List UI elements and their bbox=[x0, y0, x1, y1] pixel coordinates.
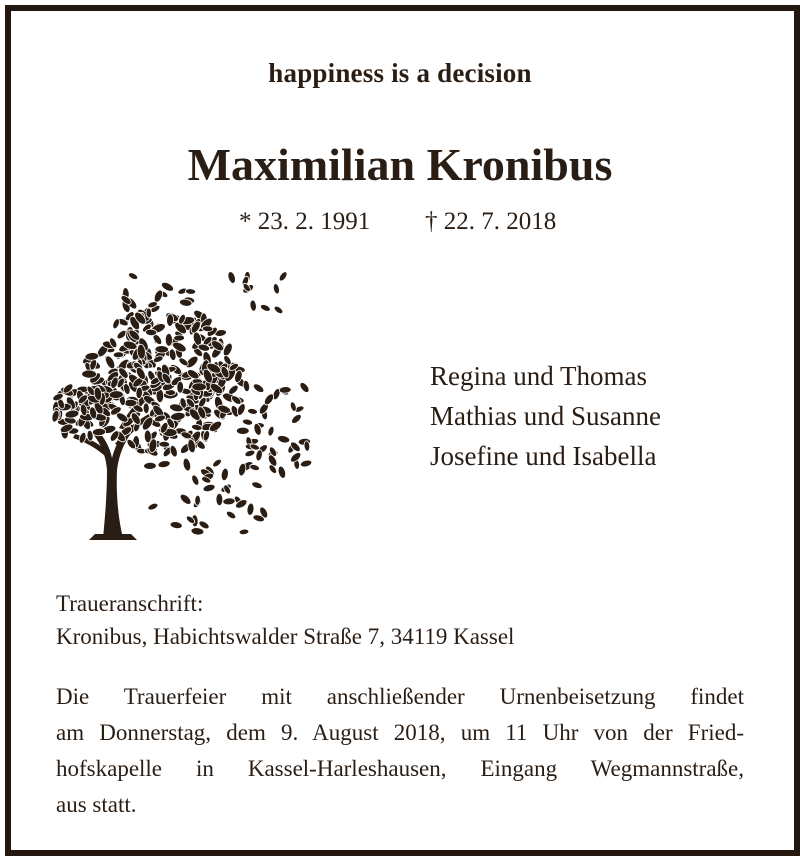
leaf bbox=[157, 460, 170, 469]
leaf bbox=[246, 503, 254, 516]
leaf bbox=[113, 352, 124, 358]
leaf bbox=[165, 333, 172, 346]
leaf bbox=[82, 370, 97, 378]
mourners-list bbox=[430, 356, 661, 476]
leaf bbox=[242, 380, 250, 392]
leaf bbox=[127, 271, 138, 281]
leaf bbox=[273, 305, 284, 315]
leaf bbox=[111, 318, 120, 330]
leaf bbox=[252, 382, 266, 394]
deceased-name: Maximilian Kronibus bbox=[187, 139, 613, 190]
leaf bbox=[202, 326, 213, 332]
leaf bbox=[239, 529, 249, 536]
leaf bbox=[255, 449, 263, 461]
leaf bbox=[223, 497, 236, 505]
birth-date: * 23. 2. 1991 bbox=[239, 208, 371, 235]
leaf bbox=[289, 401, 297, 412]
leaf bbox=[249, 463, 260, 471]
leaf bbox=[211, 458, 222, 469]
leaf bbox=[169, 444, 179, 457]
leaf bbox=[247, 408, 258, 415]
leaf bbox=[242, 418, 253, 426]
address-label: Traueranschrift: bbox=[56, 591, 204, 616]
mourner-line: Josefine und Isabella bbox=[430, 441, 657, 471]
leaf bbox=[249, 300, 257, 312]
leaf bbox=[143, 403, 149, 414]
leaf bbox=[251, 481, 263, 490]
leaf bbox=[192, 383, 207, 391]
leaf bbox=[226, 271, 236, 285]
leaf bbox=[155, 345, 169, 353]
leaf bbox=[85, 352, 99, 361]
notice-line: am Donnerstag, dem 9. August 2018, um 11 Uhr von der Fried- bbox=[56, 720, 744, 745]
leaf bbox=[237, 463, 247, 477]
leaf bbox=[216, 493, 223, 506]
leaf bbox=[170, 411, 186, 421]
leaf bbox=[145, 329, 157, 336]
notice-line: hofskapelle in Kassel-Harleshausen, Eingang Wegmannstraße, bbox=[56, 756, 744, 781]
funeral-notice bbox=[56, 679, 744, 823]
leaf bbox=[143, 462, 156, 469]
leaf bbox=[147, 502, 159, 512]
leaf bbox=[177, 381, 184, 393]
leaf bbox=[259, 303, 271, 313]
leaf bbox=[152, 355, 164, 364]
tree-illustration bbox=[45, 268, 320, 543]
death-date: † 22. 7. 2018 bbox=[425, 208, 557, 235]
leaf bbox=[236, 427, 249, 434]
leaf bbox=[267, 426, 275, 437]
leaf bbox=[298, 381, 311, 394]
leaf bbox=[277, 434, 291, 444]
leaf bbox=[279, 386, 291, 393]
leaf bbox=[92, 428, 106, 436]
leaf bbox=[191, 527, 205, 536]
leaf bbox=[290, 413, 303, 426]
leaf bbox=[109, 390, 124, 399]
notice-line: aus statt. bbox=[56, 792, 137, 817]
mourner-line: Mathias und Susanne bbox=[430, 401, 661, 431]
motto: happiness is a decision bbox=[268, 58, 532, 88]
leaf bbox=[182, 457, 192, 471]
leaf bbox=[244, 449, 256, 458]
tree-leaves bbox=[51, 270, 313, 535]
leaf bbox=[124, 399, 137, 406]
notice-line: Die Trauerfeier mit anschließender Urnenbeisetzung findet bbox=[56, 684, 744, 709]
leaf bbox=[225, 510, 237, 521]
leaf bbox=[146, 308, 152, 318]
mourning-address: Kronibus, Habichtswalder Straße 7, 34119 Kassel bbox=[56, 624, 515, 649]
leaf bbox=[278, 270, 289, 282]
leaf bbox=[190, 474, 200, 487]
leaf bbox=[272, 283, 280, 295]
mourner-line: Regina und Thomas bbox=[430, 361, 647, 391]
leaf bbox=[178, 492, 192, 506]
leaf bbox=[159, 441, 170, 447]
leaf bbox=[277, 465, 287, 479]
leaf bbox=[166, 314, 173, 327]
leaf bbox=[202, 483, 216, 493]
leaf bbox=[177, 356, 189, 367]
leaf bbox=[220, 468, 229, 482]
leaf bbox=[173, 335, 184, 342]
leaf bbox=[185, 288, 196, 294]
leaf bbox=[195, 495, 201, 505]
leaf bbox=[170, 521, 183, 530]
leaf bbox=[300, 459, 313, 468]
